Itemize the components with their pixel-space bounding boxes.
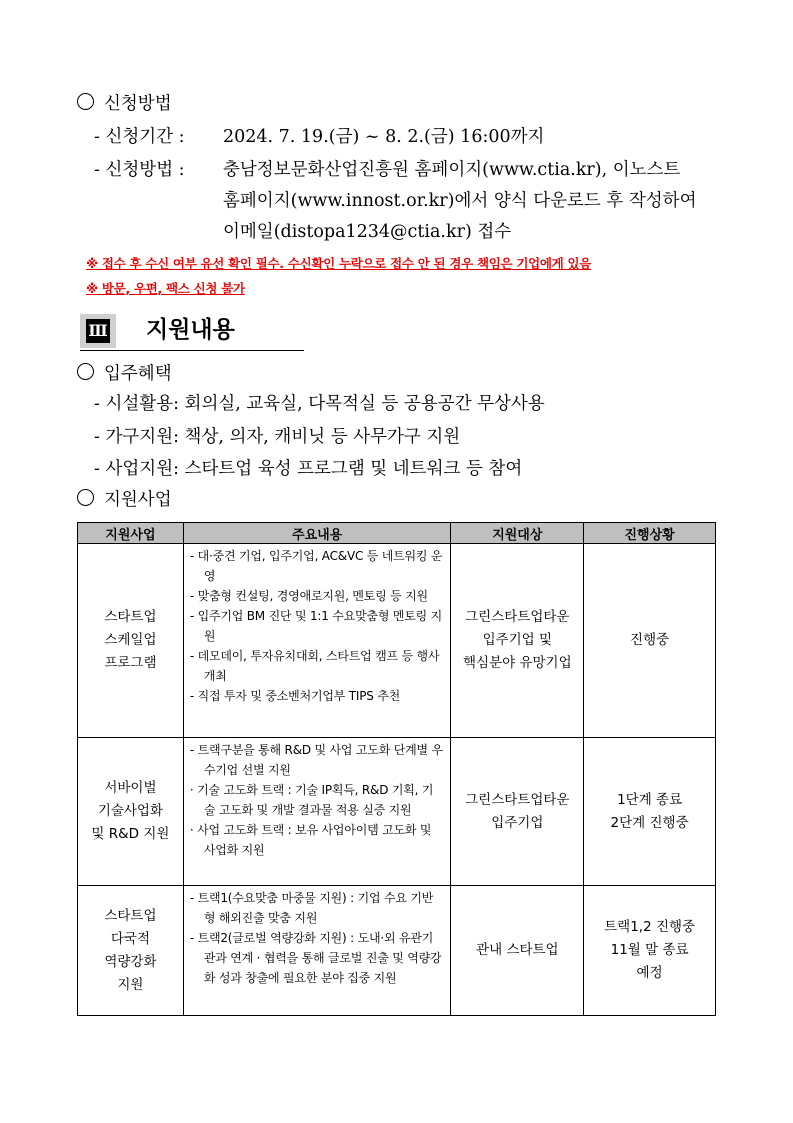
column-header: 진행상황 — [584, 523, 716, 544]
program-target: 관내 스타트업 — [451, 886, 584, 1016]
circle-bullet-icon — [77, 363, 94, 380]
section-numeral-badge — [80, 314, 116, 348]
warning-note-1: ※ 접수 후 수신 여부 유선 확인 필수. 수신확인 누락으로 접수 안 된 경우 책임은 기업에게 있음 — [86, 256, 592, 271]
circle-bullet-icon — [77, 93, 94, 110]
program-target: 그린스타트업타운 입주기업 및 핵심분야 유망기업 — [451, 544, 584, 738]
program-name: 스타트업 스케일업 프로그램 — [78, 544, 184, 738]
table-header-row — [78, 523, 716, 544]
program-status: 1단계 종료 2단계 진행중 — [584, 738, 716, 886]
benefit-item-business: - 사업지원: 스타트업 육성 프로그램 및 네트워크 등 참여 — [94, 459, 523, 479]
benefit-item-furniture: - 가구지원: 책상, 의자, 캐비닛 등 사무가구 지원 — [94, 427, 461, 447]
program-status: 트랙1,2 진행중 11월 말 종료 예정 — [584, 886, 716, 1016]
column-header: 지원사업 — [78, 523, 184, 544]
program-status: 진행중 — [584, 544, 716, 738]
programs-table — [77, 522, 716, 1016]
benefit-item-facilities: - 시설활용: 회의실, 교육실, 다목적실 등 공용공간 무상사용 — [94, 394, 545, 414]
section-header — [80, 312, 304, 351]
method-line-1: 충남정보문화산업진흥원 홈페이지(www.ctia.kr), 이노스트 — [223, 160, 681, 180]
warning-note-2: ※ 방문, 우편, 팩스 신청 불가 — [86, 281, 245, 296]
application-period — [94, 125, 545, 149]
program-name: 스타트업 다국적 역량강화 지원 — [78, 886, 184, 1016]
application-method — [94, 158, 185, 182]
program-details: - 대·중견 기업, 입주기업, AC&VC 등 네트워킹 운영 - 맞춤형 컨설팅, 경영애로지원, 멘토링 등 지원 - 입주기업 BM 진단 및 1:1 수요맞춤형 멘토링 지원 - 데모데이, 투자유치대회, 스타트업 캠프 등 행사 개최 - 직접 투자 및 중소벤처기업부 TIPS 추천 — [183, 544, 451, 738]
program-name: 서바이벌 기술사업화 및 R&D 지원 — [78, 738, 184, 886]
programs-heading: 지원사업 — [77, 488, 172, 512]
method-line-2: 홈페이지(www.innost.or.kr)에서 양식 다운로드 후 작성하여 — [223, 191, 697, 211]
section-title: 지원내용 — [146, 317, 235, 343]
table-row — [78, 544, 716, 738]
circle-bullet-icon — [77, 489, 94, 506]
table-row — [78, 738, 716, 886]
section-numeral: Ⅲ — [86, 319, 110, 343]
method-label: - 신청방법 : — [94, 160, 185, 180]
period-label: - 신청기간 : — [94, 127, 185, 147]
method-line-3: 이메일(distopa1234@ctia.kr) 접수 — [223, 222, 512, 242]
column-header: 지원대상 — [451, 523, 584, 544]
table-row — [78, 886, 716, 1016]
benefits-heading: 입주혜택 — [77, 362, 172, 386]
program-details: - 트랙1(수요맞춤 마중물 지원) : 기업 수요 기반형 해외진출 맞춤 지원 - 트랙2(글로벌 역량강화 지원) : 도내·외 유관기관과 연계 · 협력을 통해 글로벌 진출 및 역량강화 성과 창출에 필요한 분야 집중 지원 — [183, 886, 451, 1016]
program-details: - 트랙구분을 통해 R&D 및 사업 고도화 단계별 우수기업 선별 지원 · 기술 고도화 트랙 : 기술 IP획득, R&D 기획, 기술 고도화 및 개발 결과물 적용 실증 지원 · 사업 고도화 트랙 : 보유 사업아이템 고도화 및 사업화 지원 — [183, 738, 451, 886]
period-value: 2024. 7. 19.(금) ~ 8. 2.(금) 16:00까지 — [223, 127, 545, 147]
program-target: 그린스타트업타운 입주기업 — [451, 738, 584, 886]
application-heading: 신청방법 — [77, 92, 172, 116]
column-header: 주요내용 — [183, 523, 451, 544]
